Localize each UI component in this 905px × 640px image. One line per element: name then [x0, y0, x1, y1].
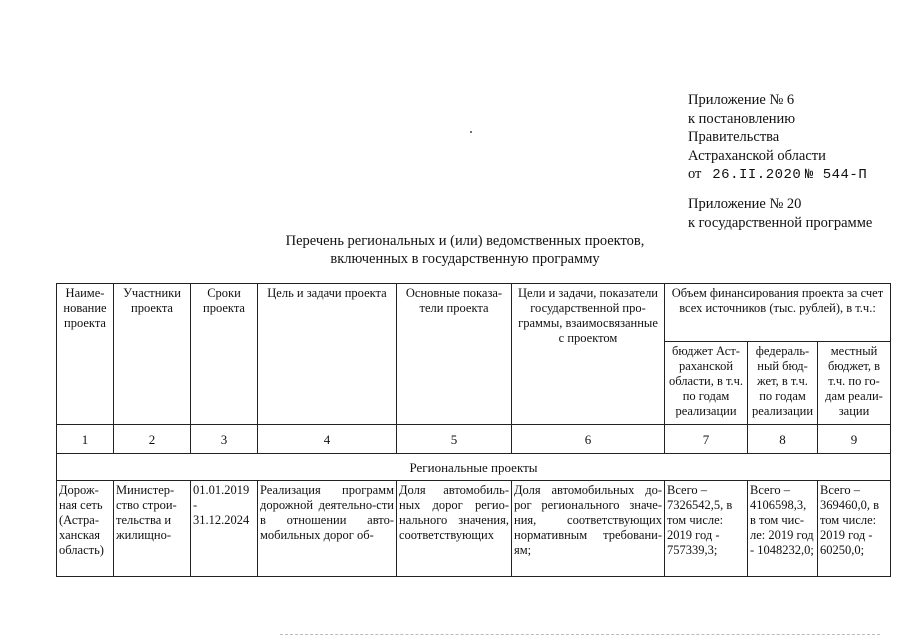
appendix-20-line1: Приложение № 20 [688, 196, 802, 212]
cell-indicators: Доля автомобиль-ных дорог регио-нального значения, соответствующих [397, 481, 512, 577]
decree-date: 26.II.2020 [712, 167, 802, 183]
appendix-20-line2: к государственной программе [688, 214, 873, 231]
document-title-line2: включенных в государственную программу [330, 251, 600, 267]
column-number: 5 [397, 425, 512, 454]
column-number: 6 [512, 425, 665, 454]
header-local-budget: местный бюджет, в т.ч. по го-дам реали-зации [818, 342, 891, 425]
date-prefix: от [688, 166, 702, 182]
column-number: 8 [748, 425, 818, 454]
column-number: 1 [57, 425, 114, 454]
column-number: 2 [114, 425, 191, 454]
appendix-6-line4: Астраханской области [688, 147, 826, 164]
cell-participants: Министер-ство строи-тельства и жилищно- [114, 481, 191, 577]
column-number: 7 [665, 425, 748, 454]
section-header: Региональные проекты [57, 454, 891, 481]
header-regional-budget: бюджет Аст-раханской области, в т.ч. по годам реализации [665, 342, 748, 425]
scan-artifact [280, 634, 880, 637]
cell-local-budget: Всего – 369460,0, в том числе: 2019 год - 60250,0; [818, 481, 891, 577]
cell-project-name: Дорож-ная сеть (Астра-ханская область) [57, 481, 114, 577]
column-number: 4 [258, 425, 397, 454]
header-participants: Участники проекта [114, 284, 191, 425]
column-number: 3 [191, 425, 258, 454]
appendix-6-date-line [688, 165, 867, 185]
decree-number: № 544-П [804, 167, 868, 183]
header-funding: Объем финансирования проекта за счет всех источников (тыс. рублей), в т.ч.: [665, 284, 891, 342]
cell-dates: 01.01.2019 - 31.12.2024 [191, 481, 258, 577]
column-numbers-row [57, 425, 891, 454]
scan-speck [470, 131, 472, 133]
cell-regional-budget: Всего – 7326542,5, в том числе: 2019 год - 757339,3; [665, 481, 748, 577]
header-indicators: Основные показа-тели проекта [397, 284, 512, 425]
cell-goals: Реализация программ дорожной деятельно-сти в отношении авто-мобильных дорог об- [258, 481, 397, 577]
column-number: 9 [818, 425, 891, 454]
header-program-goals: Цели и задачи, показатели государственной про-граммы, взаимосвязанные с проектом [512, 284, 665, 425]
header-dates: Сроки проекта [191, 284, 258, 425]
appendix-20-block [688, 195, 872, 232]
appendix-6-block [688, 91, 867, 185]
cell-program-goals: Доля автомобильных до-рог регионального значе-ния, соответствующих нормативным требовани-ям; [512, 481, 665, 577]
appendix-6-line2: к постановлению [688, 110, 796, 127]
header-federal-budget: федераль-ный бюд-жет, в т.ч. по годам реализации [748, 342, 818, 425]
cell-federal-budget: Всего – 4106598,3, в том чис-ле: 2019 год - 1048232,0; [748, 481, 818, 577]
document-title [260, 232, 670, 268]
appendix-6-line1: Приложение № 6 [688, 92, 795, 108]
header-project-name: Наиме-нование проекта [57, 284, 114, 425]
header-goals: Цель и задачи проекта [258, 284, 397, 425]
appendix-6-line3: Правительства [688, 129, 780, 145]
document-title-line1: Перечень региональных и (или) ведомственных проектов, [285, 233, 645, 249]
table-row [57, 481, 891, 577]
projects-table [56, 283, 891, 577]
